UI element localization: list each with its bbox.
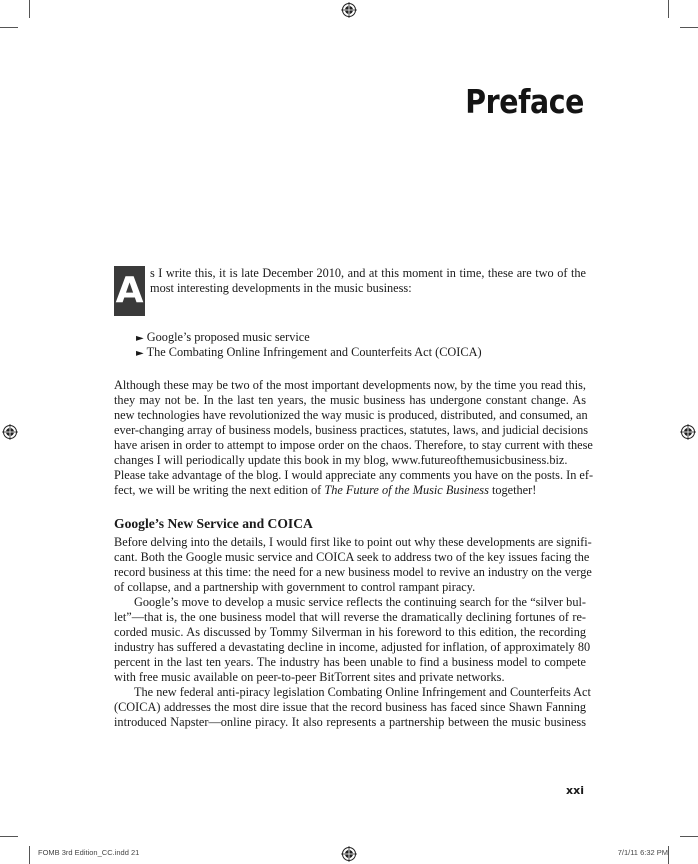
body-line: cant. Both the Google music service and COICA seek to address two of the key issues facing the xyxy=(114,550,590,564)
drop-cap: A xyxy=(114,266,145,316)
paragraph-text: together! xyxy=(488,483,537,497)
body-line: let”—that is, the one business model that will reverse the dramatically declining fortunes of re- xyxy=(114,610,586,624)
registration-mark-right-icon xyxy=(680,424,696,440)
crop-mark-bottom-right xyxy=(668,846,669,864)
paragraph-line: ever-changing array of business models, business practices, statutes, laws, and judicial decisions xyxy=(114,423,589,437)
crop-mark-right-top xyxy=(680,27,698,28)
book-title-italic: The Future of the Music Business xyxy=(324,483,489,497)
paragraph-line: have arisen in order to attempt to impose order on the chaos. Therefore, to stay current with these xyxy=(114,438,593,452)
paragraph-line: they may not be. In the last ten years, the music business has undergone constant change. As xyxy=(114,393,586,407)
paragraph-line: Although these may be two of the most important developments now, by the time you read this, xyxy=(114,378,586,392)
crop-mark-top-right xyxy=(668,0,669,18)
registration-mark-top-icon xyxy=(341,2,357,18)
page-number: xxi xyxy=(566,784,584,797)
slug-timestamp: 7/1/11 6:32 PM xyxy=(617,848,668,857)
crop-mark-bottom-left xyxy=(29,846,30,864)
body-line: percent in the last ten years. The industry has been unable to find a business model to compete xyxy=(114,655,586,669)
intro-line: most interesting developments in the music business: xyxy=(150,281,412,295)
crop-mark-top-left xyxy=(29,0,30,18)
paragraph-line: Please take advantage of the blog. I would appreciate any comments you have on the posts. In ef- xyxy=(114,468,594,482)
slug-filename: FOMB 3rd Edition_CC.indd 21 xyxy=(38,848,140,857)
body-line: (COICA) addresses the most dire issue that the record business has faced since Shawn Fanning xyxy=(114,700,586,714)
body-line: of collapse, and a partnership with government to control rampant piracy. xyxy=(114,580,476,594)
bullet-item xyxy=(136,345,608,361)
paragraph-line: new technologies have revolutionized the way music is produced, distributed, and consumed, an xyxy=(114,408,588,422)
crop-mark-left-bottom xyxy=(0,836,18,837)
paragraph-line xyxy=(114,483,586,498)
crop-mark-right-bottom xyxy=(680,836,698,837)
body-line: Before delving into the details, I would first like to point out why these developments are signifi- xyxy=(114,535,592,549)
crop-mark-left-top xyxy=(0,27,18,28)
paragraph-text: fect, we will be writing the next edition of xyxy=(114,483,325,497)
body-line: record business at this time: the need for a new business model to revive an industry on the verge xyxy=(114,565,592,579)
page-title: Preface xyxy=(465,82,584,121)
body-line: introduced Napster—online piracy. It also represents a partnership between the music business xyxy=(114,715,586,729)
body-line: industry has suffered a devastating decline in income, adjusted for inflation, of approximately 80 xyxy=(114,640,591,654)
registration-mark-left-icon xyxy=(2,424,18,440)
body-line: Google’s move to develop a music service reflects the continuing search for the “silver bul- xyxy=(134,595,586,609)
registration-mark-bottom-icon xyxy=(341,846,357,862)
paragraph-line: changes I will periodically update this book in my blog, www.futureofthemusicbusiness.biz. xyxy=(114,453,568,467)
intro-line: s I write this, it is late December 2010, and at this moment in time, these are two of the xyxy=(150,266,586,280)
section-heading: Google’s New Service and COICA xyxy=(114,516,313,531)
bullet-item xyxy=(136,330,608,346)
body-line: with free music available on peer-to-peer BitTorrent sites and private networks. xyxy=(114,670,505,684)
body-line: The new federal anti-piracy legislation Combating Online Infringement and Counterfeits Act xyxy=(134,685,591,699)
bullet-arrow-icon: ► xyxy=(136,348,144,359)
bullet-text: Google’s proposed music service xyxy=(146,330,310,344)
bullet-text: The Combating Online Infringement and Counterfeits Act (COICA) xyxy=(146,345,482,359)
body-line: corded music. As discussed by Tommy Silverman in his foreword to this edition, the recording xyxy=(114,625,586,639)
bullet-arrow-icon: ► xyxy=(136,333,144,344)
